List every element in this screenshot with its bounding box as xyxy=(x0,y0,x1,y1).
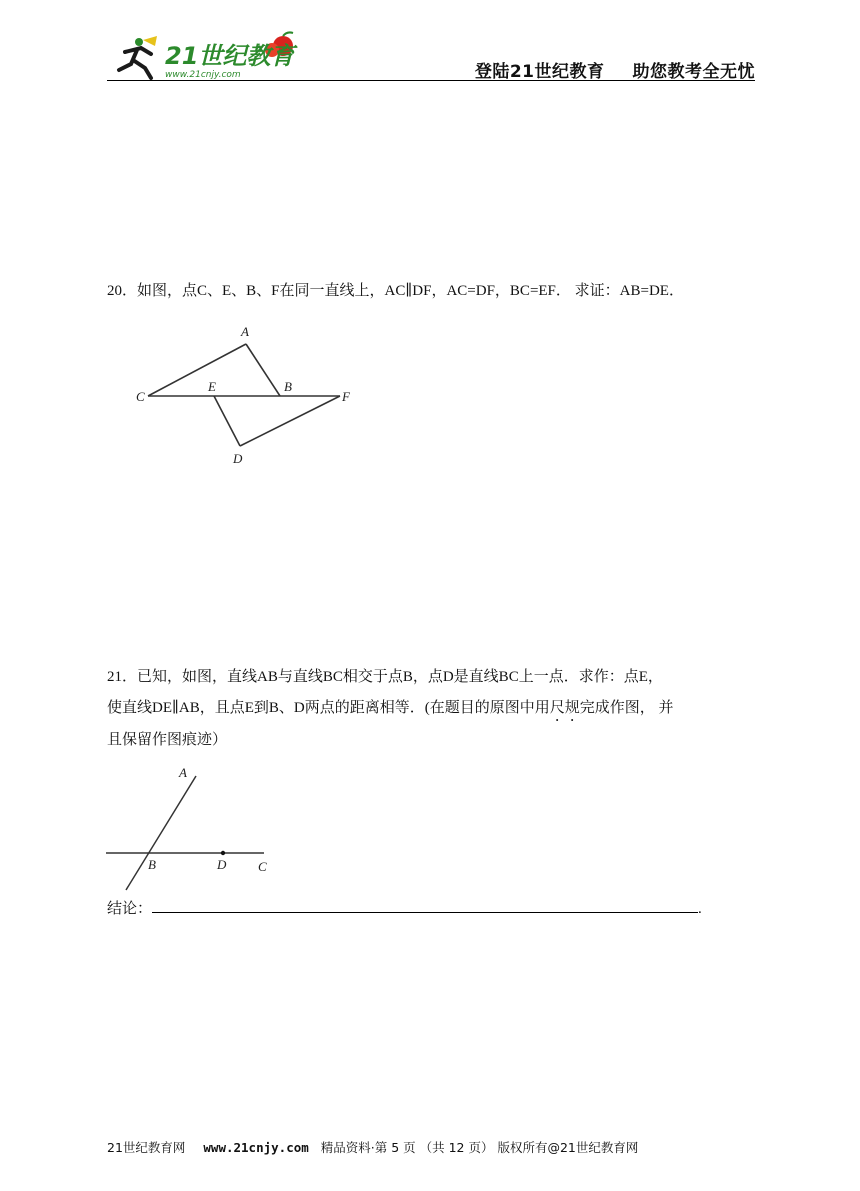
segment-DF xyxy=(240,396,340,446)
slogan-left: 登陆21世纪教育 xyxy=(474,62,605,82)
conclusion-line xyxy=(107,897,702,918)
conclusion-blank[interactable] xyxy=(152,898,698,913)
segment-ED xyxy=(214,396,240,446)
segment-CA xyxy=(148,344,246,396)
line-AB xyxy=(126,776,196,890)
question-21-line3: 且保留作图痕迹） xyxy=(107,732,228,748)
label-D: D xyxy=(233,451,243,466)
label-C: C xyxy=(136,389,145,404)
question-21 xyxy=(107,662,757,756)
label-B: B xyxy=(284,379,292,394)
label-E: E xyxy=(208,379,216,394)
conclusion-label: 结论： xyxy=(107,901,153,917)
question-21-line1: 21．已知，如图，直线AB与直线BC相交于点B，点D是直线BC上一点．求作：点E， xyxy=(107,669,663,685)
page-header xyxy=(107,30,755,82)
question-20-figure xyxy=(130,320,370,470)
logo-url: www.21cnjy.com xyxy=(165,70,241,80)
page-footer xyxy=(107,1138,638,1156)
logo-text: 21世纪教育 xyxy=(165,42,295,70)
point-D xyxy=(221,851,225,855)
question-20-text: 20．如图，点C、E、B、F在同一直线上，AC∥DF，AC=DF，BC=EF． 求证：AB=DE． xyxy=(107,283,684,299)
label-B: B xyxy=(148,857,156,872)
label-C: C xyxy=(258,859,267,874)
label-A: A xyxy=(241,324,249,339)
segment-AB xyxy=(246,344,280,396)
header-slogan xyxy=(475,57,755,82)
question-21-line2 xyxy=(107,693,757,725)
question-21-line2-after: 完成作图， 并 xyxy=(579,700,674,716)
question-21-emphasis: 尺规 xyxy=(549,700,580,716)
footer-site[interactable]: www.21cnjy.com xyxy=(203,1140,309,1155)
conclusion-end: . xyxy=(698,901,702,917)
question-21-figure xyxy=(104,762,284,892)
label-D: D xyxy=(217,857,227,872)
header-divider xyxy=(107,80,755,81)
question-20 xyxy=(107,276,757,307)
site-logo xyxy=(107,30,307,82)
label-F: F xyxy=(342,389,350,404)
label-A: A xyxy=(179,765,187,780)
slogan-right: 助您教考全无忧 xyxy=(632,62,755,82)
footer-left: 21世纪教育网 xyxy=(107,1140,186,1155)
footer-page-info: 精品资料·第 5 页 （共 12 页） 版权所有@21世纪教育网 xyxy=(320,1140,639,1155)
question-21-line2-before: 使直线DE∥AB，且点E到B、D两点的距离相等．(在题目的原图中用 xyxy=(107,700,550,716)
